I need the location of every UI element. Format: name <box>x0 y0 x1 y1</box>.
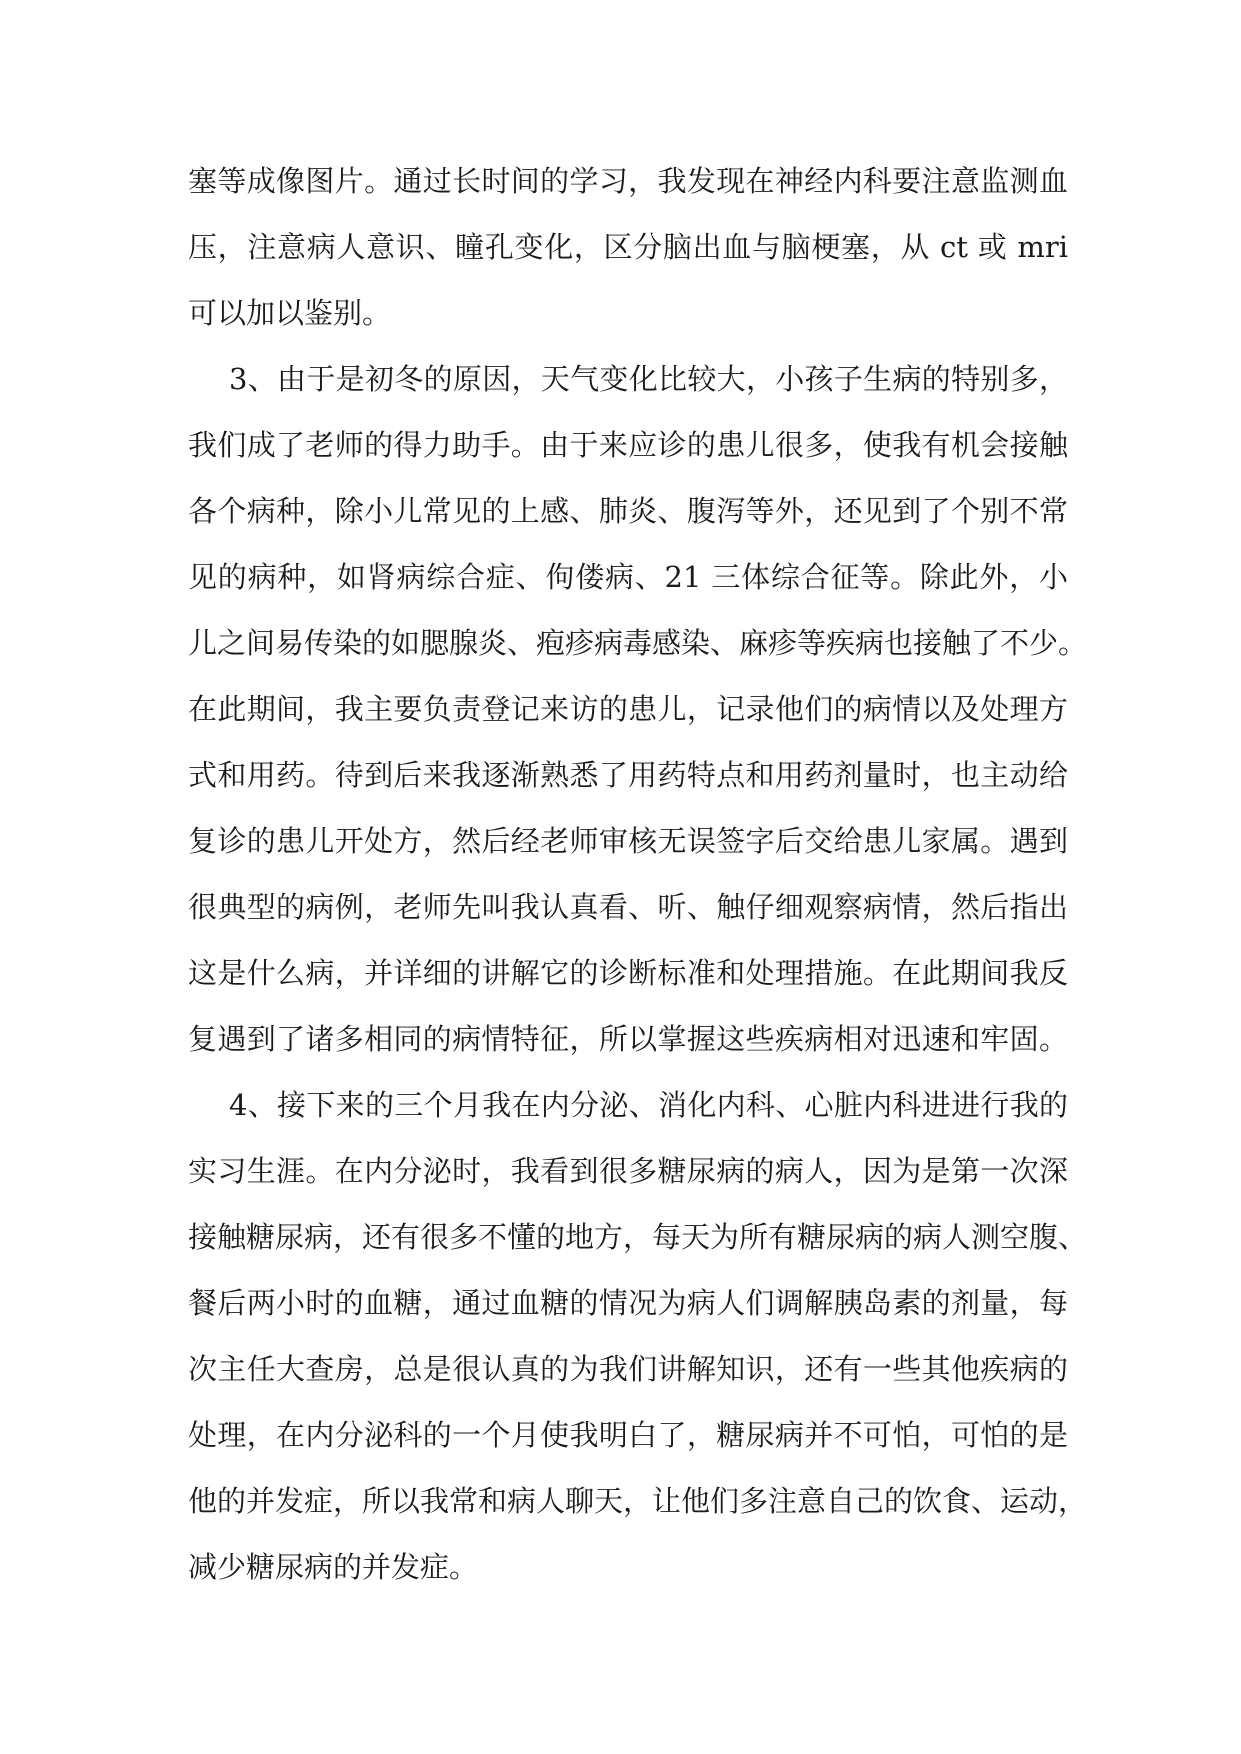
text-line: 塞等成像图片。通过长时间的学习，我发现在神经内科要注意监测血 <box>188 164 1068 198</box>
text-line: 压，注意病人意识、瞳孔变化，区分脑出血与脑梗塞，从 ct 或 mri <box>188 230 1068 264</box>
text-line: 他的并发症，所以我常和病人聊天，让他们多注意自己的饮食、运动， <box>188 1484 1088 1518</box>
text-line: 餐后两小时的血糖，通过血糖的情况为病人们调解胰岛素的剂量，每 <box>188 1286 1068 1320</box>
text-line: 各个病种，除小儿常见的上感、肺炎、腹泻等外，还见到了个别不常 <box>188 494 1068 528</box>
text-line: 4、接下来的三个月我在内分泌、消化内科、心脏内科进进行我的 <box>229 1088 1068 1122</box>
text-line: 式和用药。待到后来我逐渐熟悉了用药特点和用药剂量时，也主动给 <box>188 758 1068 792</box>
text-line: 很典型的病例，老师先叫我认真看、听、触仔细观察病情，然后指出 <box>188 890 1068 924</box>
text-line: 复遇到了诸多相同的病情特征，所以掌握这些疾病相对迅速和牢固。 <box>188 1022 1068 1056</box>
text-line: 减少糖尿病的并发症。 <box>188 1550 479 1584</box>
text-line: 可以加以鉴别。 <box>188 296 392 330</box>
text-line: 这是什么病，并详细的讲解它的诊断标准和处理措施。在此期间我反 <box>188 956 1068 990</box>
text-line: 次主任大查房，总是很认真的为我们讲解知识，还有一些其他疾病的 <box>188 1352 1068 1386</box>
text-line: 在此期间，我主要负责登记来访的患儿，记录他们的病情以及处理方 <box>188 692 1068 726</box>
text-line: 复诊的患儿开处方，然后经老师审核无误签字后交给患儿家属。遇到 <box>188 824 1068 858</box>
text-line: 见的病种，如肾病综合症、佝偻病、21 三体综合征等。除此外，小 <box>188 560 1068 594</box>
text-line: 3、由于是初冬的原因，天气变化比较大，小孩子生病的特别多， <box>229 362 1068 396</box>
text-line: 处理，在内分泌科的一个月使我明白了，糖尿病并不可怕，可怕的是 <box>188 1418 1068 1452</box>
text-line: 接触糖尿病，还有很多不懂的地方，每天为所有糖尿病的病人测空腹、 <box>188 1220 1088 1254</box>
body-text <box>188 148 1088 1600</box>
text-line: 儿之间易传染的如腮腺炎、疱疹病毒感染、麻疹等疾病也接触了不少。 <box>188 626 1088 660</box>
text-line: 实习生涯。在内分泌时，我看到很多糖尿病的病人，因为是第一次深 <box>188 1154 1068 1188</box>
text-line: 我们成了老师的得力助手。由于来应诊的患儿很多，使我有机会接触 <box>188 428 1068 462</box>
